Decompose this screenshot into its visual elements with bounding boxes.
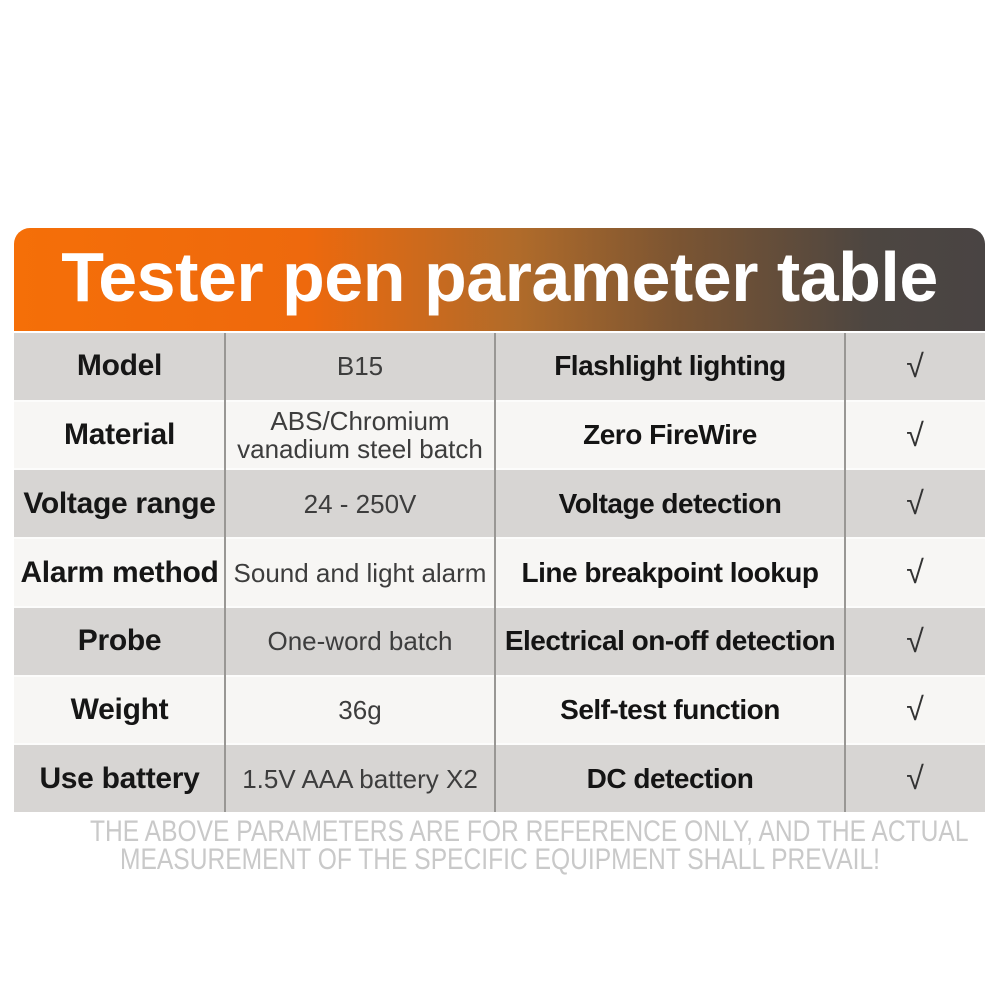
feature-label: DC detection	[586, 762, 754, 794]
page-title: Tester pen parameter table	[61, 237, 938, 316]
checkmark-icon: √	[906, 347, 924, 384]
checkmark-icon: √	[906, 622, 924, 659]
feature-label: Voltage detection	[558, 487, 782, 519]
table-row	[14, 333, 985, 400]
checkmark-icon: √	[906, 416, 924, 453]
param-label: Voltage range	[23, 486, 216, 520]
param-label: Probe	[77, 624, 162, 658]
checkmark-icon: √	[906, 691, 924, 728]
feature-label: Self-test function	[560, 693, 780, 725]
table-row	[14, 675, 985, 744]
param-value: Sound and light alarm	[233, 557, 487, 588]
disclaimer-line-1: THE ABOVE PARAMETERS ARE FOR REFERENCE ONLY, AND THE ACTUAL	[90, 815, 969, 848]
param-label: Use battery	[39, 761, 200, 795]
param-label: Weight	[70, 692, 169, 726]
param-label: Model	[76, 349, 163, 383]
param-value: 36g	[338, 694, 382, 725]
param-value: ABS/Chromium vanadium steel batch	[237, 406, 483, 465]
title-banner	[14, 228, 985, 331]
column-divider	[224, 333, 226, 812]
param-value: 24 - 250V	[303, 488, 417, 519]
column-divider	[494, 333, 496, 812]
disclaimer	[90, 815, 969, 876]
disclaimer-line-2: MEASUREMENT OF THE SPECIFIC EQUIPMENT SHALL PREVAIL!	[119, 843, 881, 876]
table-row	[14, 537, 985, 606]
param-value: 1.5V AAA battery X2	[242, 763, 478, 794]
table-row	[14, 468, 985, 537]
param-label: Material	[64, 418, 175, 452]
table-row	[14, 743, 985, 812]
table-row	[14, 400, 985, 469]
parameter-table	[14, 333, 985, 812]
feature-label: Zero FireWire	[583, 419, 757, 451]
feature-label: Electrical on-off detection	[504, 625, 836, 657]
param-value: One-word batch	[267, 626, 453, 657]
table-row	[14, 606, 985, 675]
feature-label: Line breakpoint lookup	[521, 556, 819, 588]
param-value: B15	[336, 351, 384, 382]
checkmark-icon: √	[906, 485, 924, 522]
column-divider	[844, 333, 846, 812]
param-label: Alarm method	[20, 555, 219, 589]
checkmark-icon: √	[906, 760, 924, 797]
checkmark-icon: √	[906, 554, 924, 591]
feature-label: Flashlight lighting	[554, 350, 786, 382]
